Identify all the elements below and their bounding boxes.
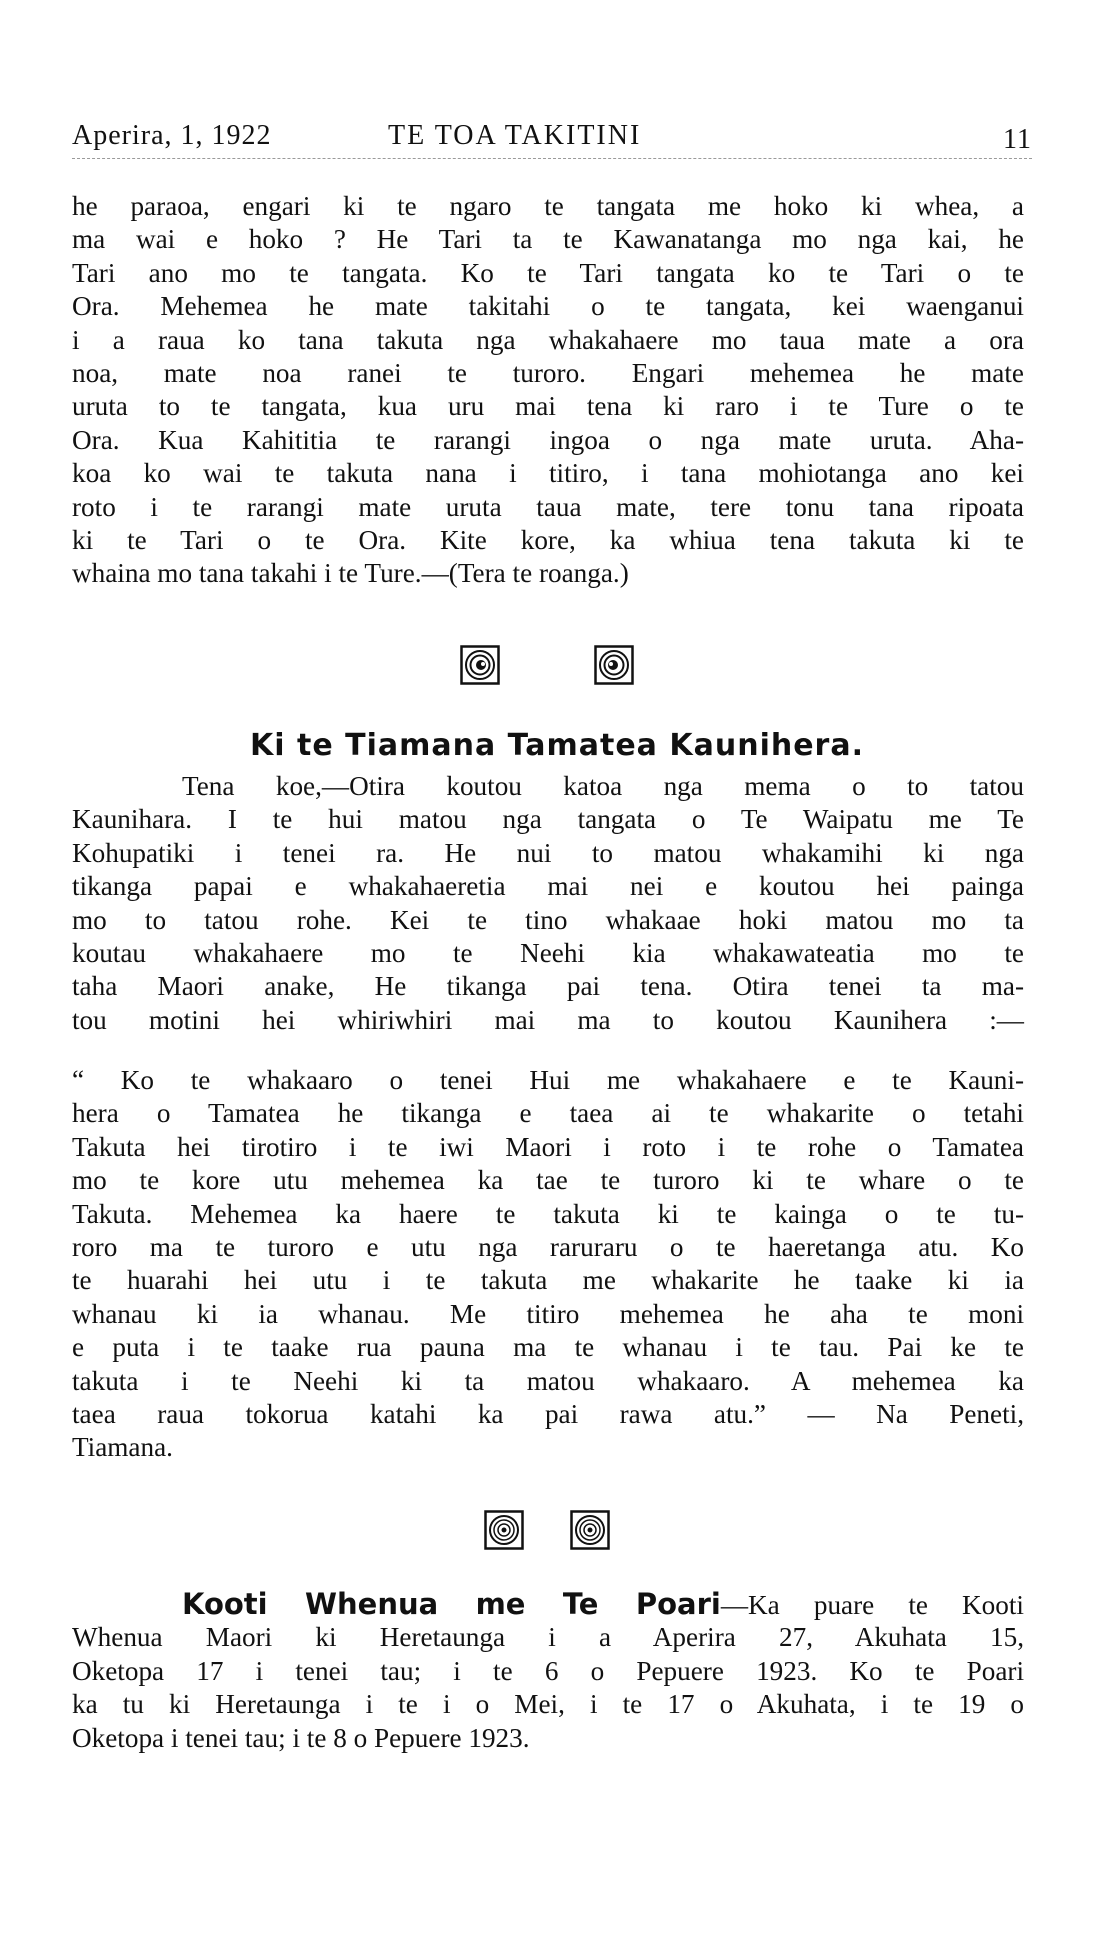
text-line: tikanga papai e whakahaeretia mai nei e koutou hei painga [72, 871, 1024, 902]
text-line: Takuta. Mehemea ka haere te takuta ki te kainga o te tu- [72, 1198, 1024, 1229]
land-court-heading: Kooti Whenua me Te Poari [182, 1587, 721, 1621]
header-date: Aperira, 1, 1922 [72, 120, 272, 151]
spiral-ornament-icon [484, 1510, 524, 1550]
text-line: taha Maori anake, He tikanga pai tena. Otira tenei ta ma- [72, 971, 1024, 1002]
text-line: whaina mo tana takahi i te Ture.—(Tera te roanga.) [72, 558, 629, 589]
paragraph-health-office [72, 190, 1024, 591]
text-line: ka tu ki Heretaunga i te i o Mei, i te 17 o Akuhata, i te 19 o [72, 1689, 1024, 1720]
text-line: Whenua Maori ki Heretaunga i a Aperira 27, Akuhata 15, [72, 1622, 1024, 1653]
spiral-ornament-icon [460, 645, 500, 685]
text-line: Oketopa 17 i tenei tau; i te 6 o Pepuere 1923. Ko te Poari [72, 1655, 1024, 1686]
text-line: Tena koe,—Otira koutou katoa nga mema o to tatou [182, 771, 1024, 801]
text-line: Kohupatiki i tenei ra. He nui to matou whakamihi ki nga [72, 837, 1024, 868]
section-heading: Ki te Tiamana Tamatea Kaunihera. [250, 728, 864, 763]
text-line: Takuta hei tirotiro i te iwi Maori i roto i te rohe o Tamatea [72, 1131, 1024, 1162]
text-line: uruta to te tangata, kua uru mai tena ki raro i te Ture o te [72, 391, 1024, 422]
header-rule [72, 158, 1032, 159]
paragraph-motion-quote [72, 1064, 1024, 1465]
spiral-ornament-icon [594, 645, 634, 685]
text-line: ki te Tari o te Ora. Kite kore, ka whiua tena takuta ki te [72, 524, 1024, 555]
text-line: taea raua tokorua katahi ka pai rawa atu.” — Na Peneti, [72, 1398, 1024, 1429]
text-fragment: —Ka puare te Kooti [720, 1590, 1024, 1620]
text-line: Tari ano mo te tangata. Ko te Tari tangata ko te Tari o te [72, 257, 1024, 288]
text-line: ma wai e hoko ? He Tari ta te Kawanatanga mo nga kai, he [72, 224, 1024, 255]
text-line: mo te kore utu mehemea ka tae te turoro ki te whare o te [72, 1165, 1024, 1196]
text-line: koutau whakahaere mo te Neehi kia whakawateatia mo te [72, 937, 1024, 968]
ornament-divider [0, 645, 1114, 689]
text-line: Oketopa i tenei tau; i te 8 o Pepuere 1923. [72, 1722, 530, 1753]
text-line: whanau ki ia whanau. Me titiro mehemea he aha te moni [72, 1298, 1024, 1329]
text-line: tou motini hei whiriwhiri mai ma to koutou Kaunihera :— [72, 1004, 1024, 1035]
spiral-ornament-icon [570, 1510, 610, 1550]
text-line: “ Ko te whakaaro o tenei Hui me whakahaere e te Kauni- [72, 1065, 1024, 1095]
text-line: Tiamana. [72, 1432, 173, 1463]
text-line [72, 1588, 1024, 1621]
text-line: Kaunihara. I te hui matou nga tangata o Te Waipatu me Te [72, 804, 1024, 835]
text-line: takuta i te Neehi ki ta matou whakaaro. A mehemea ka [72, 1365, 1024, 1396]
text-line: e puta i te taake rua pauna ma te whanau i te tau. Pai ke te [72, 1332, 1024, 1363]
text-line: he paraoa, engari ki te ngaro te tangata me hoko ki whea, a [72, 191, 1024, 221]
text-line: Ora. Kua Kahititia te rarangi ingoa o nga mate uruta. Aha- [72, 424, 1024, 455]
paragraph-land-court [72, 1588, 1024, 1755]
page-number: 11 [1003, 124, 1032, 155]
text-line: te huarahi hei utu i te takuta me whakarite he taake ki ia [72, 1265, 1024, 1296]
text-line: roro ma te turoro e utu nga raruraru o te haeretanga atu. Ko [72, 1231, 1024, 1262]
text-line: roto i te rarangi mate uruta taua mate, tere tonu tana ripoata [72, 491, 1024, 522]
text-line: Ora. Mehemea he mate takitahi o te tangata, kei waenganui [72, 291, 1024, 322]
paragraph-letter-intro [72, 770, 1024, 1037]
header-title: TE TOA TAKITINI [388, 120, 642, 151]
text-line: hera o Tamatea he tikanga e taea ai te whakarite o tetahi [72, 1098, 1024, 1129]
text-line: mo to tatou rohe. Kei te tino whakaae hoki matou mo ta [72, 904, 1024, 935]
text-line: noa, mate noa ranei te turoro. Engari mehemea he mate [72, 357, 1024, 388]
text-line: koa ko wai te takuta nana i titiro, i tana mohiotanga ano kei [72, 458, 1024, 489]
ornament-divider [0, 1510, 1114, 1554]
text-line: i a raua ko tana takuta nga whakahaere mo taua mate a ora [72, 324, 1024, 355]
page-header [72, 120, 1032, 160]
